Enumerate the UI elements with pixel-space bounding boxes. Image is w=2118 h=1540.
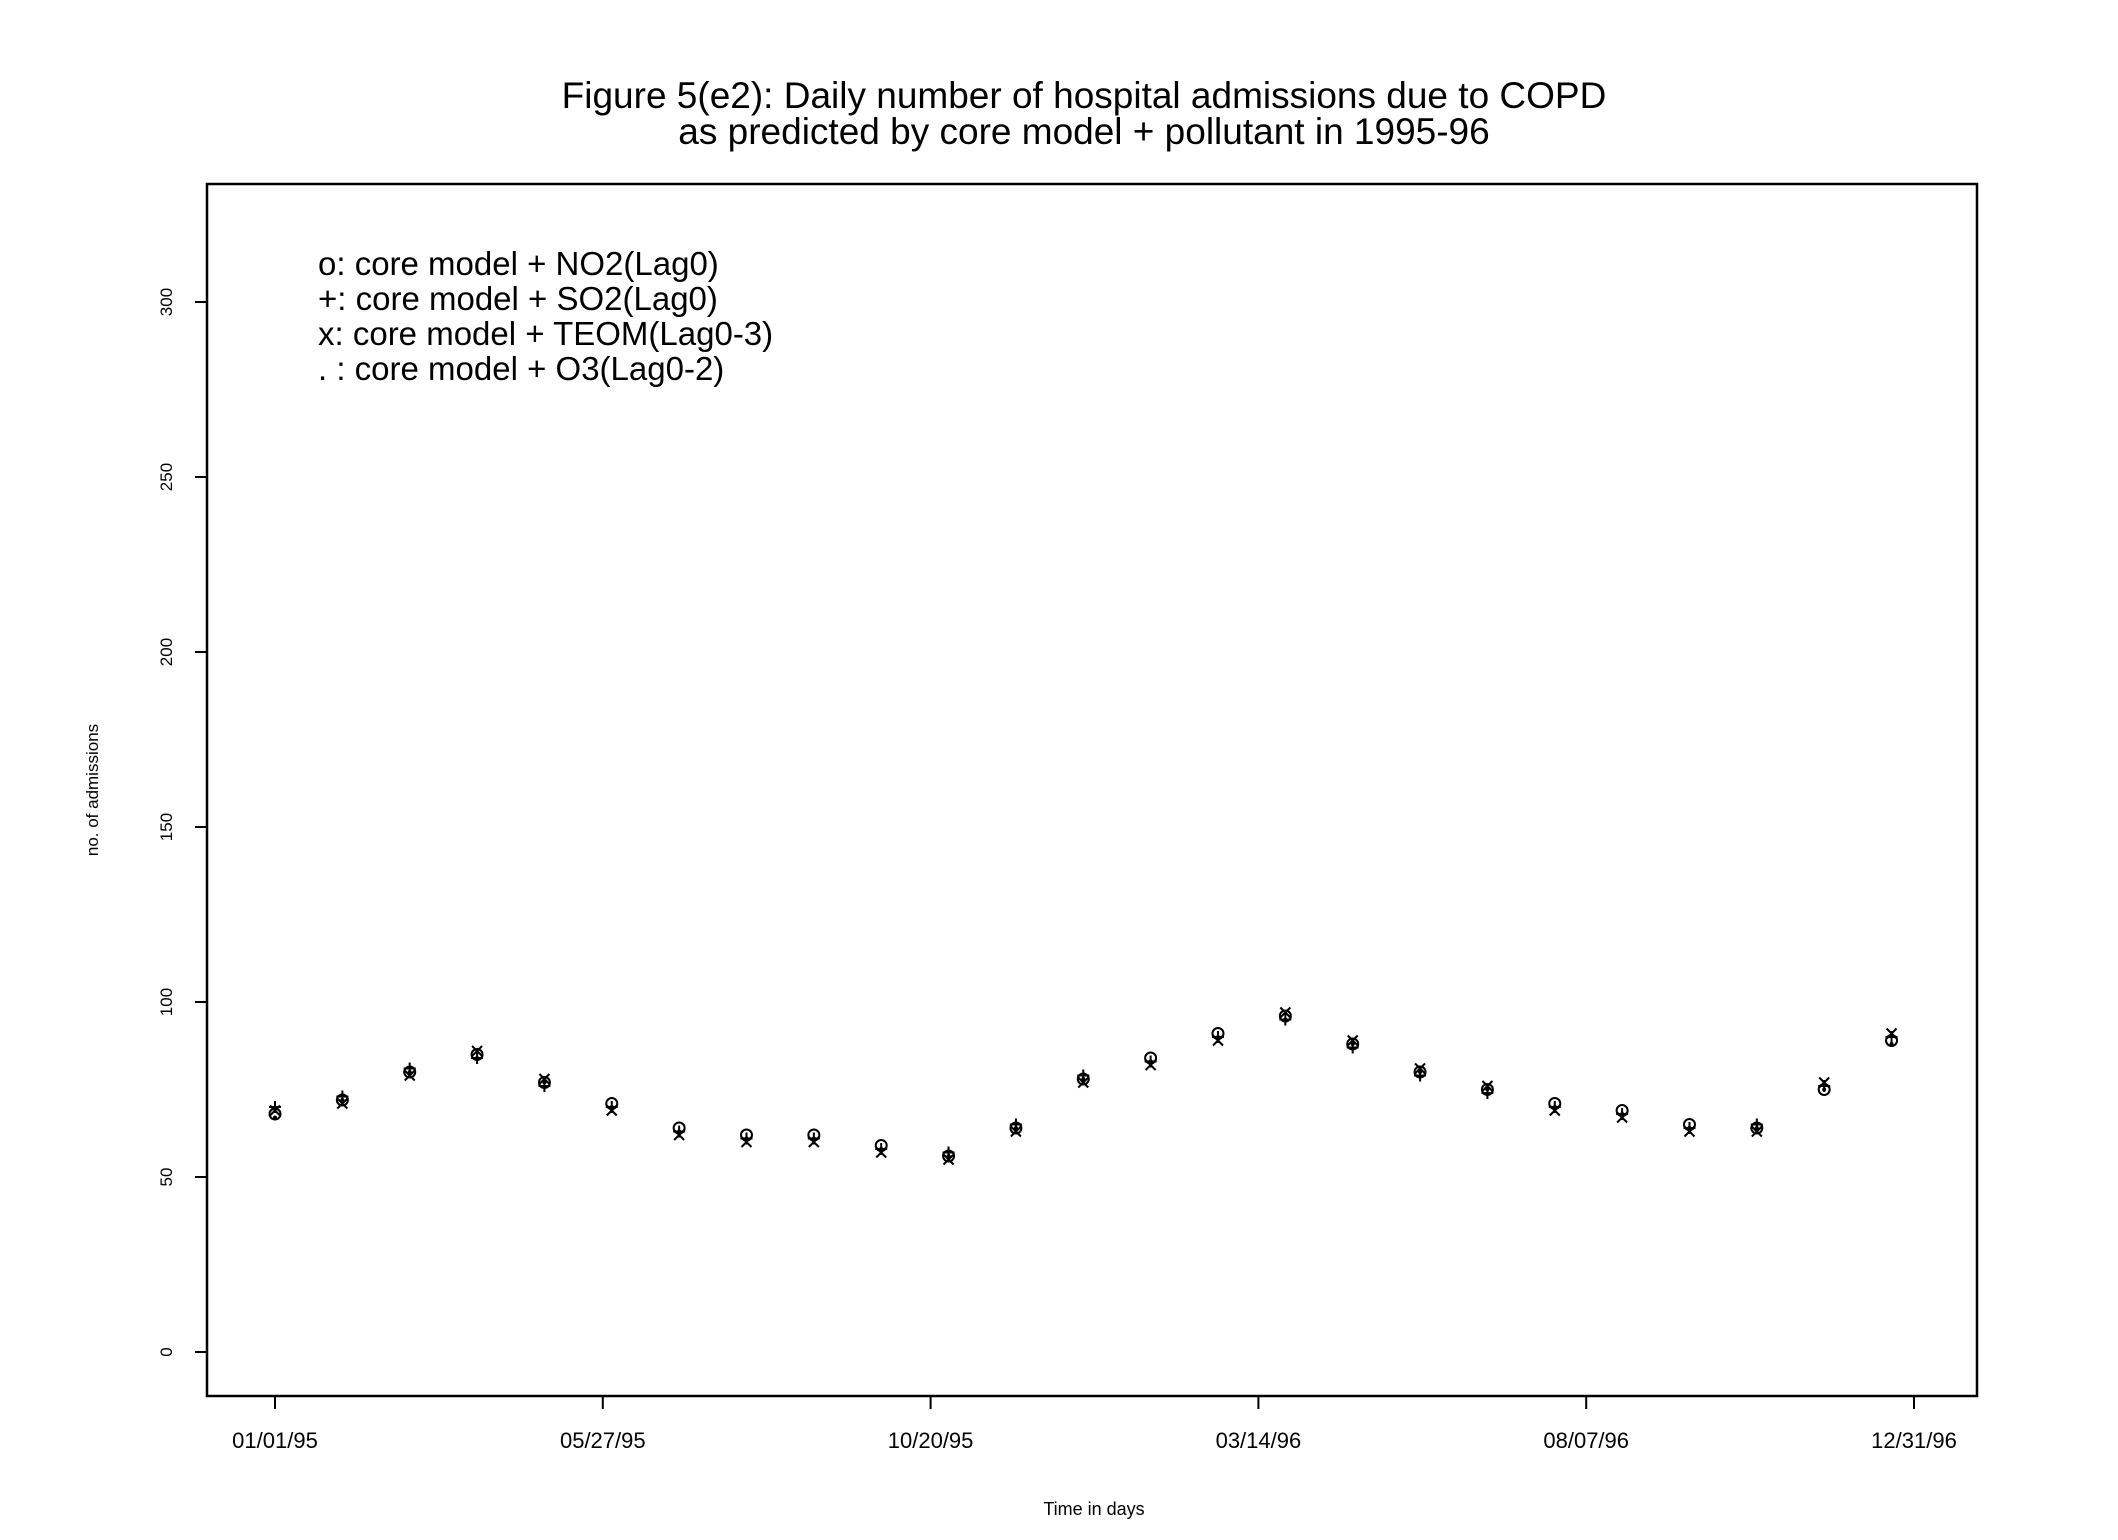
data-point-o3 bbox=[1890, 1042, 1894, 1046]
data-point-o3 bbox=[1755, 1126, 1759, 1130]
y-tick-label: 300 bbox=[157, 287, 176, 317]
legend-entry-teom: x: core model + TEOM(Lag0-3) bbox=[318, 315, 774, 352]
data-point-o3 bbox=[947, 1154, 951, 1158]
data-point-o3 bbox=[1283, 1018, 1287, 1022]
chart-title-line-1: Figure 5(e2): Daily number of hospital admissions due to COPD bbox=[561, 75, 1607, 116]
data-point-o3 bbox=[610, 1105, 614, 1109]
data-point-o3 bbox=[542, 1081, 546, 1085]
data-point-o3 bbox=[1822, 1088, 1826, 1092]
data-point-o3 bbox=[340, 1098, 344, 1102]
x-tick-label: 12/31/96 bbox=[1871, 1428, 1957, 1453]
y-tick-label: 100 bbox=[157, 987, 176, 1017]
x-tick-label: 03/14/96 bbox=[1215, 1428, 1302, 1453]
y-tick-label: 50 bbox=[157, 1167, 176, 1187]
x-tick-label: 05/27/95 bbox=[559, 1428, 646, 1453]
data-point-o3 bbox=[1216, 1035, 1220, 1039]
data-point-o3 bbox=[1620, 1112, 1624, 1116]
data-point-o3 bbox=[1149, 1060, 1153, 1064]
y-tick-label: 200 bbox=[157, 637, 176, 667]
chart-title-line-2: as predicted by core model + pollutant in 1995-96 bbox=[678, 111, 1490, 152]
data-point-o3 bbox=[475, 1056, 479, 1060]
x-tick-label: 10/20/95 bbox=[887, 1428, 974, 1453]
legend-entry-no2: o: core model + NO2(Lag0) bbox=[318, 245, 719, 282]
data-point-o3 bbox=[812, 1137, 816, 1141]
x-tick-label: 08/07/96 bbox=[1543, 1428, 1630, 1453]
data-point-o3 bbox=[1014, 1126, 1018, 1130]
data-point-o3 bbox=[1687, 1126, 1691, 1130]
data-point-o3 bbox=[677, 1130, 681, 1134]
data-point-o3 bbox=[744, 1137, 748, 1141]
legend-entry-so2: +: core model + SO2(Lag0) bbox=[318, 280, 718, 317]
data-point-o3 bbox=[879, 1147, 883, 1151]
x-tick-label: 01/01/95 bbox=[232, 1428, 318, 1453]
legend-entry-o3: . : core model + O3(Lag0-2) bbox=[318, 350, 725, 387]
y-axis-label: no. of admissions bbox=[83, 723, 102, 857]
x-axis-label: Time in days bbox=[1043, 1499, 1145, 1519]
data-point-o3 bbox=[1553, 1105, 1557, 1109]
data-point-o3 bbox=[1351, 1042, 1355, 1046]
y-tick-label: 0 bbox=[157, 1347, 176, 1357]
data-point-o3 bbox=[1418, 1070, 1422, 1074]
data-point-o3 bbox=[1485, 1088, 1489, 1092]
data-point-o3 bbox=[273, 1116, 277, 1120]
data-point-o3 bbox=[1081, 1077, 1085, 1081]
y-tick-label: 250 bbox=[157, 462, 176, 492]
y-tick-label: 150 bbox=[157, 812, 176, 842]
data-point-o3 bbox=[408, 1070, 412, 1074]
legend bbox=[318, 245, 773, 387]
